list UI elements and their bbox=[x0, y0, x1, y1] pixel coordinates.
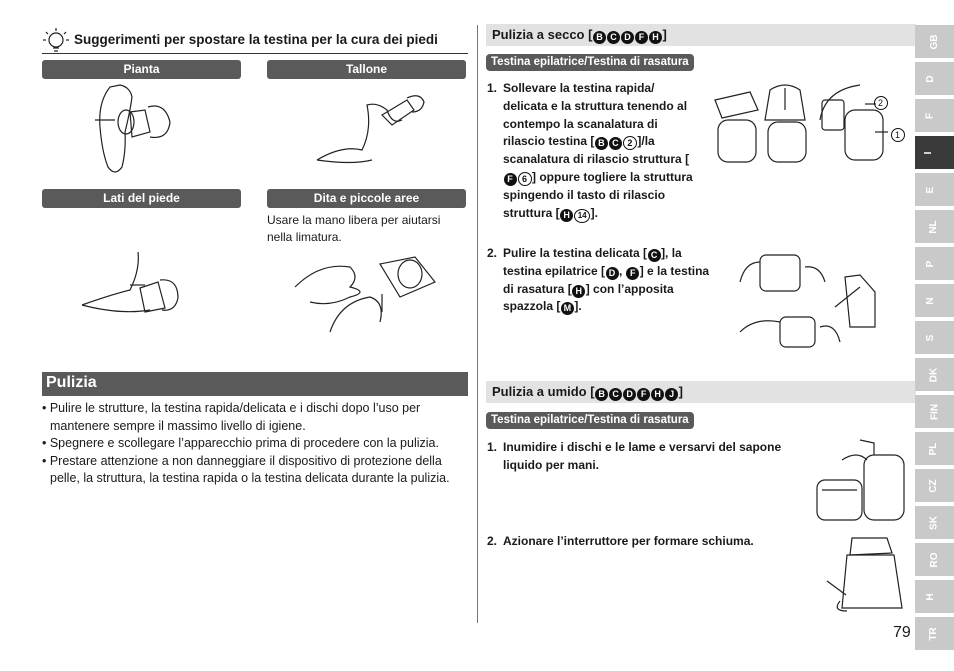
ref-badge: C bbox=[648, 249, 661, 262]
lang-tab-fin[interactable]: FIN bbox=[915, 395, 954, 428]
wet-step1: 1. Inumidire i dischi e le lame e versarvi del sapone liquido per mani. bbox=[487, 439, 817, 475]
wet-step2-text: Azionare l’interruttore per formare schiuma. bbox=[503, 534, 754, 548]
ref-badge: H bbox=[572, 285, 585, 298]
lang-tab-d[interactable]: D bbox=[915, 62, 954, 95]
illustration-soap bbox=[812, 435, 912, 525]
callout-1: 1 bbox=[891, 128, 905, 142]
ref-badge: F bbox=[637, 388, 650, 401]
lang-tab-pl[interactable]: PL bbox=[915, 432, 954, 465]
column-divider bbox=[477, 25, 478, 623]
lang-tab-nl[interactable]: NL bbox=[915, 210, 954, 243]
dry-step1-text: Sollevare la testina rapida/ delicata e la struttura tenendo al contempo la scanalatura di rilascio testina [ bbox=[503, 81, 688, 149]
illustration-sole bbox=[90, 82, 190, 182]
ref-badge: D bbox=[623, 388, 636, 401]
lang-tab-cz[interactable]: CZ bbox=[915, 469, 954, 502]
ref-number: 6 bbox=[518, 172, 532, 186]
lang-tab-f[interactable]: F bbox=[915, 99, 954, 132]
illustration-heel bbox=[312, 90, 432, 170]
label-heel: Tallone bbox=[267, 60, 466, 79]
ref-badge: B bbox=[595, 137, 608, 150]
lang-tab-h[interactable]: H bbox=[915, 580, 954, 613]
cleaning-bullet: • Prestare attenzione a non danneggiare il dispositivo di protezione della pelle, la struttura, la testina rapida o la testina delicata durante la pulizia. bbox=[42, 453, 450, 485]
lang-tab-i[interactable]: I bbox=[915, 136, 954, 169]
ref-badge: C bbox=[609, 137, 622, 150]
dry-title-end: ] bbox=[662, 27, 667, 42]
ref-badge: F bbox=[635, 31, 648, 44]
ref-badge: C bbox=[607, 31, 620, 44]
label-sole: Pianta bbox=[42, 60, 241, 79]
lang-tab-s[interactable]: S bbox=[915, 321, 954, 354]
wet-step2: 2. Azionare l’interruttore per formare schiuma. bbox=[487, 533, 807, 551]
ref-badge: H bbox=[560, 209, 573, 222]
dry-step2-text: Pulire la testina delicata [ bbox=[503, 246, 648, 260]
ref-number: 2 bbox=[623, 136, 637, 150]
illustration-switch-on bbox=[822, 533, 912, 613]
lang-tab-e[interactable]: E bbox=[915, 173, 954, 206]
lang-tab-tr[interactable]: TR bbox=[915, 617, 954, 650]
callout-2: 2 bbox=[874, 96, 888, 110]
illustration-foot-side bbox=[80, 250, 190, 330]
illustration-toes bbox=[290, 252, 450, 332]
lang-tab-sk[interactable]: SK bbox=[915, 506, 954, 539]
page-number: 79 bbox=[893, 624, 911, 641]
dry-title: Pulizia a secco [ bbox=[492, 27, 593, 42]
lang-tab-dk[interactable]: DK bbox=[915, 358, 954, 391]
wet-title: Pulizia a umido [ bbox=[492, 384, 595, 399]
tips-header bbox=[42, 27, 468, 54]
ref-badge: J bbox=[665, 388, 678, 401]
wet-step1-text: Inumidire i dischi e le lame e versarvi del sapone liquido per mani. bbox=[503, 440, 782, 472]
lightbulb-icon bbox=[42, 27, 70, 53]
ref-badge: B bbox=[593, 31, 606, 44]
ref-badge: D bbox=[606, 267, 619, 280]
ref-badge: B bbox=[595, 388, 608, 401]
dry-cleaning-header bbox=[486, 24, 916, 46]
wet-title-end: ] bbox=[678, 384, 683, 399]
toes-instruction: Usare la mano libera per aiutarsi nella limatura. bbox=[267, 213, 441, 244]
wet-cleaning-header bbox=[486, 381, 916, 403]
label-toes: Dita e piccole aree bbox=[267, 189, 466, 208]
lang-tab-gb[interactable]: GB bbox=[915, 25, 954, 58]
illustration-brush-clean bbox=[735, 247, 895, 362]
tips-title: Suggerimenti per spostare la testina per la cura dei piedi bbox=[74, 32, 438, 47]
ref-badge: M bbox=[561, 302, 574, 315]
wet-tag: Testina epilatrice/Testina di rasatura bbox=[486, 412, 694, 429]
ref-number: 14 bbox=[574, 209, 590, 223]
dry-step2: 2. Pulire la testina delicata [ C ], la testina epilatrice [ D , F ] e la testina di rasatura [ H ] con l’apposita spazzola [ M ]. bbox=[487, 246, 710, 314]
cleaning-bullet: • Pulire le strutture, la testina rapida/delicata e i dischi dopo l’uso per mantenere sempre il massimo livello di igiene. bbox=[42, 401, 421, 433]
ref-badge: D bbox=[621, 31, 634, 44]
ref-badge: H bbox=[651, 388, 664, 401]
lang-tab-n[interactable]: N bbox=[915, 284, 954, 317]
dry-step1: 1. Sollevare la testina rapida/ delicata e la struttura tenendo al contempo la scanalatura di rilascio testina [ B C 2 ]/la scanalatura di rilascio struttura [F 6 ] oppure togliere la struttura spingendo il tasto di rilascio struttura [ H 14 ]. bbox=[487, 80, 699, 223]
cleaning-header bbox=[42, 372, 468, 396]
lang-tab-ro[interactable]: RO bbox=[915, 543, 954, 576]
lang-tab-p[interactable]: P bbox=[915, 247, 954, 280]
dry-tag: Testina epilatrice/Testina di rasatura bbox=[486, 54, 694, 71]
illustration-remove-head bbox=[710, 80, 900, 165]
ref-badge: F bbox=[504, 173, 517, 186]
ref-badge: F bbox=[626, 267, 639, 280]
label-foot-sides: Lati del piede bbox=[42, 189, 241, 208]
ref-badge: H bbox=[649, 31, 662, 44]
cleaning-bullets bbox=[42, 400, 470, 488]
cleaning-bullet: • Spegnere e scollegare l’apparecchio prima di procedere con la pulizia. bbox=[42, 436, 439, 450]
cleaning-title: Pulizia bbox=[46, 374, 97, 391]
ref-badge: C bbox=[609, 388, 622, 401]
